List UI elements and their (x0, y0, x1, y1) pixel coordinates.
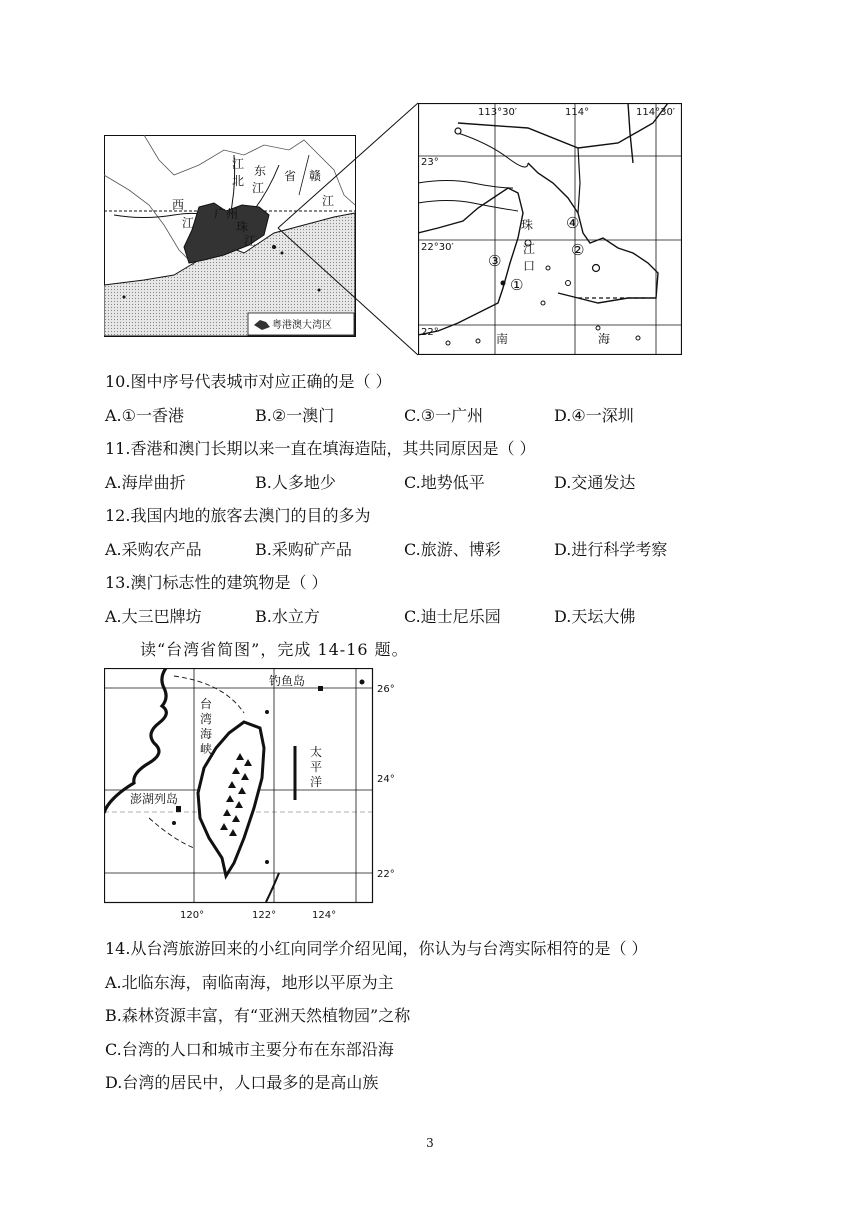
label-xi: 西 (172, 198, 185, 212)
city-point-guangzhou (455, 128, 461, 134)
label-jiang-dong: 江 (252, 181, 265, 195)
label-strait-2: 湾 (200, 712, 213, 726)
marker-1: ① (510, 276, 524, 294)
question-11-option-a: A.海岸曲折 (105, 473, 186, 492)
lon-124: 124° (312, 910, 337, 921)
label-hai: 海 (598, 332, 611, 346)
marker-2: ② (571, 241, 585, 259)
label-sheng: 省 (284, 169, 297, 183)
coord-top-2: 114° (565, 107, 590, 118)
taiwan-map (104, 668, 404, 923)
page-number: 3 (426, 1136, 434, 1150)
question-14-option-b: B.森林资源丰富，有“亚洲天然植物园”之称 (105, 1006, 411, 1025)
label-zhu-estuary: 珠 (521, 218, 534, 232)
legend-label: 粤港澳大湾区 (272, 320, 332, 331)
lat-22: 22° (377, 869, 395, 880)
label-pacific-1: 太 (310, 745, 323, 759)
question-13-option-a: A.大三巴牌坊 (105, 607, 202, 626)
label-strait-4: 峡 (200, 742, 213, 756)
city-point-macao (501, 281, 506, 286)
coord-left-2: 22°30′ (421, 242, 454, 253)
label-dong: 东 (254, 164, 267, 178)
label-gan: 赣 (309, 169, 322, 183)
label-zhu: 珠 (236, 220, 249, 234)
question-10-option-b: B.②一澳门 (255, 406, 335, 425)
label-pacific-3: 洋 (310, 775, 323, 789)
question-10-option-c: C.③一广州 (404, 406, 484, 425)
label-kou-estuary: 口 (523, 259, 536, 273)
label-penghu: 澎湖列岛 (130, 792, 179, 806)
marker-4: ④ (566, 214, 580, 232)
label-strait-1: 台 (200, 697, 213, 711)
taiwan-map-intro: 读“台湾省简图”，完成 14-16 题。 (140, 640, 409, 659)
question-14-stem: 14.从台湾旅游回来的小红向同学介绍见闻，你认为与台湾实际相符的是（ ） (105, 939, 648, 958)
question-13-option-d: D.天坛大佛 (554, 607, 636, 626)
pearl-river-estuary-map (418, 103, 682, 355)
question-11-stem: 11.香港和澳门长期以来一直在填海造陆，其共同原因是（ ） (105, 439, 536, 458)
question-12-option-c: C.旅游、博彩 (404, 540, 501, 559)
question-11-option-b: B.人多地少 (255, 473, 336, 492)
label-jiang-zhu: 江 (244, 234, 257, 248)
question-11-option-c: C.地势低平 (404, 473, 485, 492)
label-diaoyu-island: 钓鱼岛 (269, 674, 306, 688)
label-pacific-2: 平 (310, 760, 323, 774)
question-12-option-d: D.进行科学考察 (554, 540, 668, 559)
zoom-connector (270, 100, 420, 360)
label-jiang-right: 江 (322, 194, 335, 208)
label-nan: 南 (496, 332, 509, 346)
question-13-stem: 13.澳门标志性的建筑物是（ ） (105, 573, 328, 592)
lon-120: 120° (180, 910, 205, 921)
label-jiang-estuary: 江 (523, 242, 536, 256)
question-12-option-b: B.采购矿产品 (255, 540, 352, 559)
lat-26: 26° (377, 684, 395, 695)
question-10-stem: 10.图中序号代表城市对应正确的是（ ） (105, 372, 392, 391)
question-10-option-a: A.①一香港 (105, 406, 184, 425)
label-jiang-bei: 江 (232, 157, 245, 171)
lon-122: 122° (252, 910, 277, 921)
label-strait-3: 海 (200, 727, 213, 741)
question-11-option-d: D.交通发达 (554, 473, 636, 492)
lat-24: 24° (377, 774, 395, 785)
coord-top-3: 114°30′ (636, 107, 676, 118)
city-point-hongkong (593, 265, 600, 272)
question-13-option-c: C.迪士尼乐园 (404, 607, 501, 626)
marker-3: ③ (488, 252, 502, 270)
coord-left-3: 22° (421, 327, 439, 338)
coord-left-1: 23° (421, 157, 439, 168)
label-guangzhou: 广州 (214, 207, 239, 221)
question-13-option-b: B.水立方 (255, 607, 320, 626)
coord-top-1: 113°30′ (478, 107, 518, 118)
label-bei: 北 (232, 174, 245, 188)
question-12-stem: 12.我国内地的旅客去澳门的目的多为 (105, 506, 371, 525)
question-14-option-d: D.台湾的居民中，人口最多的是高山族 (105, 1073, 379, 1092)
label-jiang-xi: 江 (182, 216, 195, 230)
question-10-option-d: D.④一深圳 (554, 406, 634, 425)
question-14-option-a: A.北临东海，南临南海，地形以平原为主 (105, 973, 394, 992)
question-12-option-a: A.采购农产品 (105, 540, 202, 559)
question-14-option-c: C.台湾的人口和城市主要分布在东部沿海 (105, 1040, 394, 1059)
